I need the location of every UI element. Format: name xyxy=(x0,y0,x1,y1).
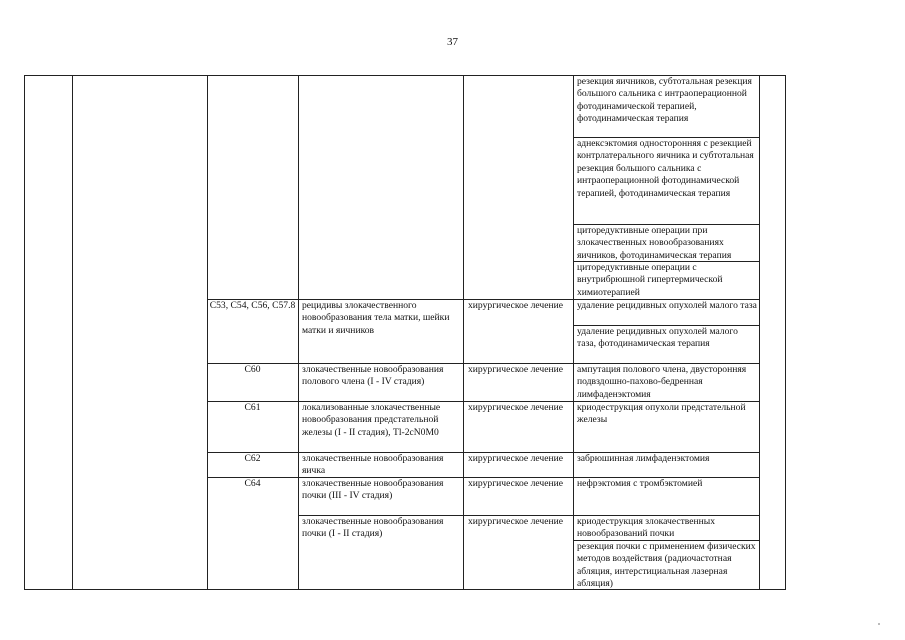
treatment-type: хирургическое лечение xyxy=(468,300,564,311)
diagnosis-code: C61 xyxy=(244,402,261,413)
method-cell: криодеструкция опухоли предстательной железы xyxy=(577,402,746,426)
method-cell: аднексэктомия односторонняя с резекцией контрлатерального яичника и субтотальная резекция большого сальника с интраоперационной фотодинамической терапией, фотодинамическая терапия xyxy=(577,138,754,199)
method-cell: удаление рецидивных опухолей малого таза, фотодинамическая терапия xyxy=(577,326,738,350)
method-cell: забрюшинная лимфаденэктомия xyxy=(577,453,710,464)
diagnosis-code: C53, C54, C56, C57.8 xyxy=(209,300,296,311)
method-cell: циторедуктивные операции при злокачественных новообразованиях яичников, фотодинамическая терапия xyxy=(577,225,732,261)
method-cell: криодеструкция злокачественных новообразований почки xyxy=(577,516,716,540)
method-cell: нефрэктомия с тромбэктомией xyxy=(577,478,703,489)
treatment-type: хирургическое лечение xyxy=(468,402,564,413)
method-cell: резекция яичников, субтотальная резекция большого сальника с интраоперационной фотодинамической терапией, фотодинамическая терапия xyxy=(577,76,752,125)
diagnosis-code: C64 xyxy=(244,478,261,489)
diagnosis-description: злокачественные новообразования почки (III - IV стадия) xyxy=(302,478,444,502)
treatment-type: хирургическое лечение xyxy=(468,516,564,527)
diagnosis-description: локализованные злокачественные новообразования предстательной железы (I - II стадия), Tl-2cN0M0 xyxy=(302,402,441,438)
treatment-type: хирургическое лечение xyxy=(468,453,564,464)
column-divider xyxy=(207,76,208,589)
column-divider xyxy=(759,76,760,589)
diagnosis-code: C62 xyxy=(244,453,261,464)
method-cell: циторедуктивные операции с внутрибрюшной гипертермической химиотерапией xyxy=(577,262,723,298)
diagnosis-description: злокачественные новообразования почки (I - II стадия) xyxy=(302,516,444,540)
diagnosis-code: C60 xyxy=(244,364,261,375)
column-divider xyxy=(72,76,73,589)
column-divider xyxy=(298,76,299,589)
column-divider xyxy=(573,76,574,589)
diagnosis-description: рецидивы злокачественного новообразования тела матки, шейки матки и яичников xyxy=(302,300,450,336)
diagnosis-description: злокачественные новообразования яичка xyxy=(302,453,444,477)
column-divider xyxy=(463,76,464,589)
diagnosis-description: злокачественные новообразования полового члена (I - IV стадия) xyxy=(302,364,444,388)
treatment-type: хирургическое лечение xyxy=(468,364,564,375)
medical-care-table xyxy=(24,75,786,590)
scan-speck xyxy=(878,623,880,625)
page-number: 37 xyxy=(447,36,458,48)
method-cell: ампутация полового члена, двусторонняя подвздошно-пахово-бедренная лимфаденэктомия xyxy=(577,364,747,400)
method-cell: удаление рецидивных опухолей малого таза xyxy=(577,300,757,311)
treatment-type: хирургическое лечение xyxy=(468,478,564,489)
method-cell: резекция почки с применением физических методов воздействия (радиочастотная абляция, интерстициальная лазерная абляция) xyxy=(577,541,756,590)
